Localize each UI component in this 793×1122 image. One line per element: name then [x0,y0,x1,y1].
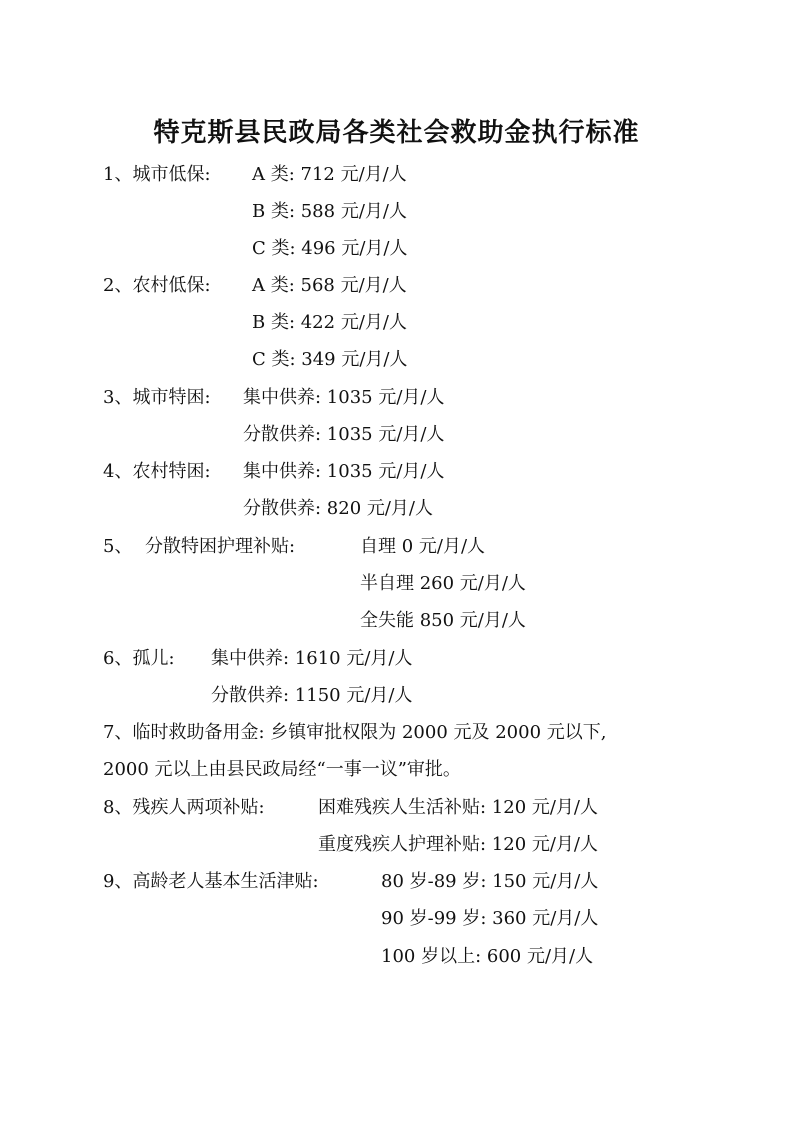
item-3-row-dispersed: 分散供养: 1035 元/月/人 [243,424,445,445]
item-5-row-self-care: 自理 0 元/月/人 [360,536,486,557]
item-1-heading: 1、城市低保: [103,164,211,185]
item-8-row-living-subsidy: 困难残疾人生活补贴: 120 元/月/人 [318,797,598,818]
item-9-heading: 9、高龄老人基本生活津贴: [103,871,319,892]
page-title: 特克斯县民政局各类社会救助金执行标准 [153,118,640,148]
item-6-row-centralized: 集中供养: 1610 元/月/人 [211,648,413,669]
item-8-heading: 8、残疾人两项补贴: [103,797,265,818]
item-1-row-c: C 类: 496 元/月/人 [252,238,408,259]
item-2-row-c: C 类: 349 元/月/人 [252,349,408,370]
item-5-row-semi-self-care: 半自理 260 元/月/人 [360,573,526,594]
item-9-row-100-plus: 100 岁以上: 600 元/月/人 [381,946,594,967]
item-7-heading: 7、临时救助备用金: 乡镇审批权限为 2000 元及 2000 元以下, [103,722,607,743]
item-3-row-centralized: 集中供养: 1035 元/月/人 [243,387,445,408]
item-5-heading: 5、 [103,536,133,557]
item-4-row-dispersed: 分散供养: 820 元/月/人 [243,498,433,519]
item-6-row-dispersed: 分散供养: 1150 元/月/人 [211,685,413,706]
item-7-continuation: 2000 元以上由县民政局经“一事一议”审批。 [103,759,461,780]
item-4-row-centralized: 集中供养: 1035 元/月/人 [243,461,445,482]
item-2-row-a: A 类: 568 元/月/人 [252,275,407,296]
item-2-heading: 2、农村低保: [103,275,211,296]
item-3-heading: 3、城市特困: [103,387,211,408]
item-5-row-fully-disabled: 全失能 850 元/月/人 [360,610,526,631]
item-4-heading: 4、农村特困: [103,461,211,482]
item-8-row-care-subsidy: 重度残疾人护理补贴: 120 元/月/人 [318,834,598,855]
item-1-row-a: A 类: 712 元/月/人 [252,164,407,185]
item-6-heading: 6、孤儿: [103,648,175,669]
item-5-subheading: 分散特困护理补贴: [145,536,296,557]
item-1-row-b: B 类: 588 元/月/人 [252,201,407,222]
item-9-row-80-89: 80 岁-89 岁: 150 元/月/人 [381,871,599,892]
item-2-row-b: B 类: 422 元/月/人 [252,312,407,333]
item-9-row-90-99: 90 岁-99 岁: 360 元/月/人 [381,908,599,929]
